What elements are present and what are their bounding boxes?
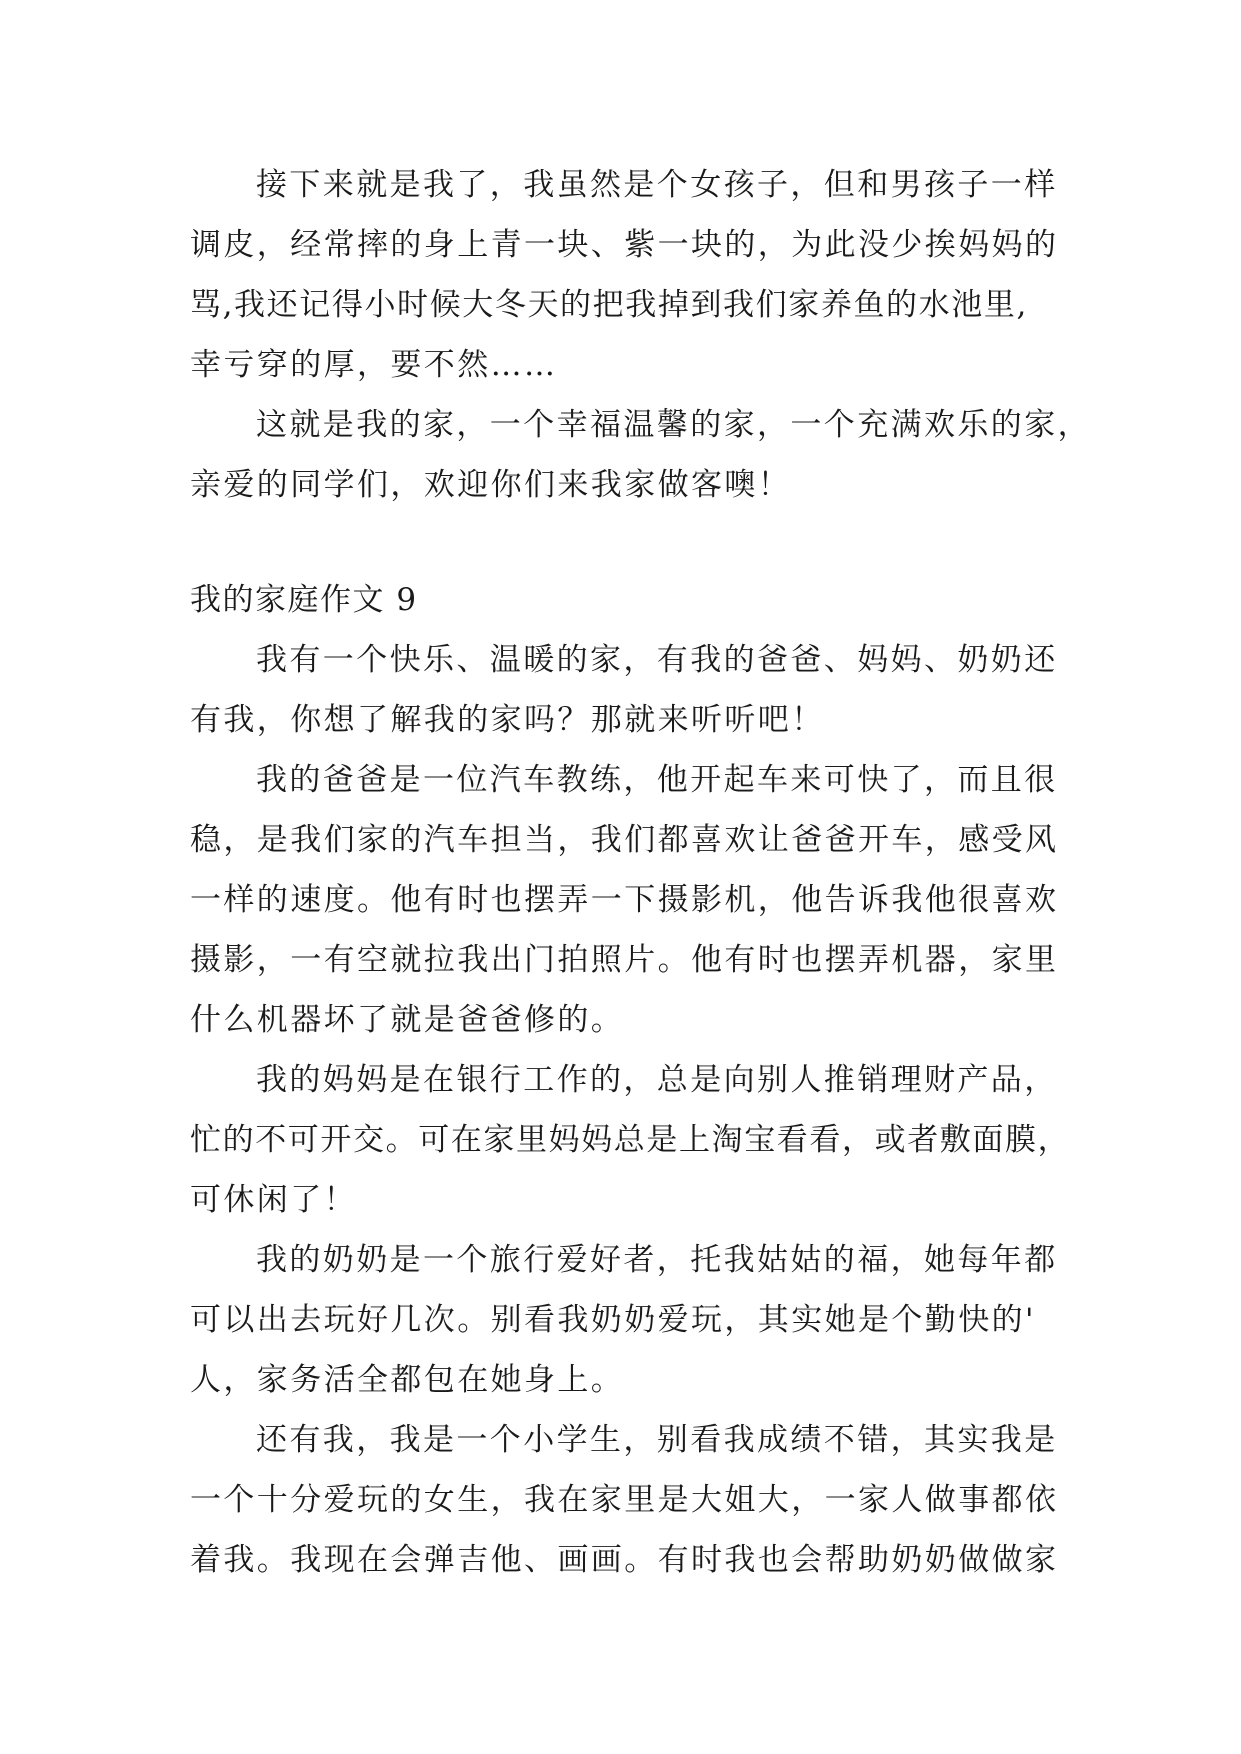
paragraph-line: 还有我，我是一个小学生，别看我成绩不错，其实我是 xyxy=(256,1422,1058,1458)
paragraph-line: 着我。我现在会弹吉他、画画。有时我也会帮助奶奶做做家 xyxy=(190,1542,1059,1578)
paragraph-line: 什么机器坏了就是爸爸修的。 xyxy=(190,1002,625,1038)
paragraph-line: 我有一个快乐、温暖的家，有我的爸爸、妈妈、奶奶还 xyxy=(256,642,1058,678)
paragraph-line: 摄影，一有空就拉我出门拍照片。他有时也摆弄机器，家里 xyxy=(190,942,1059,978)
paragraph-line: 调皮，经常摔的身上青一块、紫一块的，为此没少挨妈妈的 xyxy=(190,227,1059,263)
paragraph-line: 幸亏穿的厚，要不然…… xyxy=(190,347,558,383)
paragraph-line: 我的妈妈是在银行工作的，总是向别人推销理财产品， xyxy=(256,1062,1058,1098)
paragraph-line: 一样的速度。他有时也摆弄一下摄影机，他告诉我他很喜欢 xyxy=(190,882,1059,918)
paragraph-line: 有我，你想了解我的家吗？那就来听听吧！ xyxy=(190,702,825,738)
paragraph-line: 这就是我的家，一个幸福温馨的家，一个充满欢乐的家， xyxy=(256,407,1091,443)
paragraph-line: 可休闲了！ xyxy=(190,1182,357,1218)
paragraph-line: 接下来就是我了，我虽然是个女孩子，但和男孩子一样 xyxy=(256,167,1058,203)
paragraph-line: 忙的不可开交。可在家里妈妈总是上淘宝看看，或者敷面膜， xyxy=(190,1122,1071,1158)
paragraph-line: 亲爱的同学们，欢迎你们来我家做客噢！ xyxy=(190,467,792,503)
paragraph-line: 我的奶奶是一个旅行爱好者，托我姑姑的福，她每年都 xyxy=(256,1242,1058,1278)
section-title: 我的家庭作文 9 xyxy=(190,582,418,618)
paragraph-line: 我的爸爸是一位汽车教练，他开起车来可快了，而且很 xyxy=(256,762,1058,798)
paragraph-line: 稳，是我们家的汽车担当，我们都喜欢让爸爸开车，感受风 xyxy=(190,822,1059,858)
paragraph-line: 骂,我还记得小时候大冬天的把我掉到我们家养鱼的水池里, xyxy=(190,287,1028,323)
paragraph-line: 一个十分爱玩的女生，我在家里是大姐大，一家人做事都依 xyxy=(190,1482,1059,1518)
paragraph-line: 人，家务活全都包在她身上。 xyxy=(190,1362,625,1398)
paragraph-line: 可以出去玩好几次。别看我奶奶爱玩，其实她是个勤快的' xyxy=(190,1302,1036,1338)
